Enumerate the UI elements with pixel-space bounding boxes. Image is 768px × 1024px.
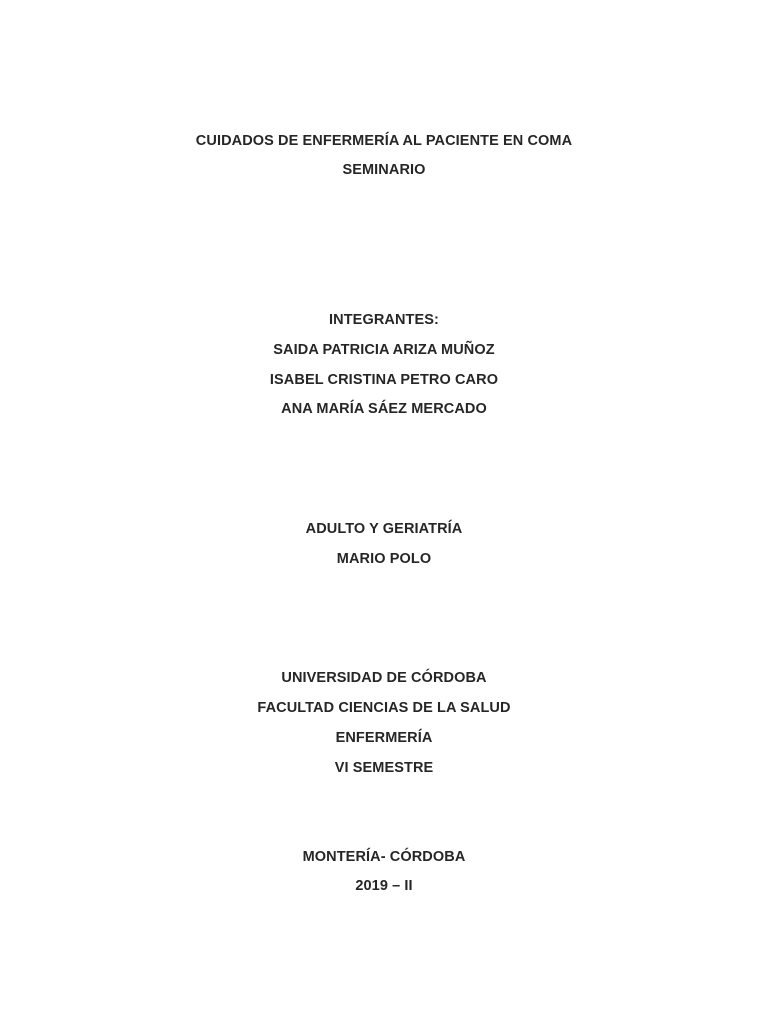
city-label: MONTERÍA- CÓRDOBA bbox=[302, 849, 466, 865]
document-type: SEMINARIO bbox=[342, 162, 426, 178]
member-name: ANA MARÍA SÁEZ MERCADO bbox=[281, 401, 487, 417]
members-heading: INTEGRANTES: bbox=[329, 312, 439, 328]
course-subject: ADULTO Y GERIATRÍA bbox=[305, 521, 463, 537]
university-name: UNIVERSIDAD DE CÓRDOBA bbox=[281, 670, 487, 686]
semester-label: VI SEMESTRE bbox=[334, 760, 434, 776]
course-teacher: MARIO POLO bbox=[336, 551, 432, 567]
faculty-name: FACULTAD CIENCIAS DE LA SALUD bbox=[257, 700, 511, 716]
member-name: ISABEL CRISTINA PETRO CARO bbox=[269, 372, 499, 388]
member-name: SAIDA PATRICIA ARIZA MUÑOZ bbox=[273, 342, 495, 358]
program-name: ENFERMERÍA bbox=[335, 730, 433, 746]
period-label: 2019 – II bbox=[355, 878, 413, 894]
document-title: CUIDADOS DE ENFERMERÍA AL PACIENTE EN COMA bbox=[195, 133, 573, 149]
